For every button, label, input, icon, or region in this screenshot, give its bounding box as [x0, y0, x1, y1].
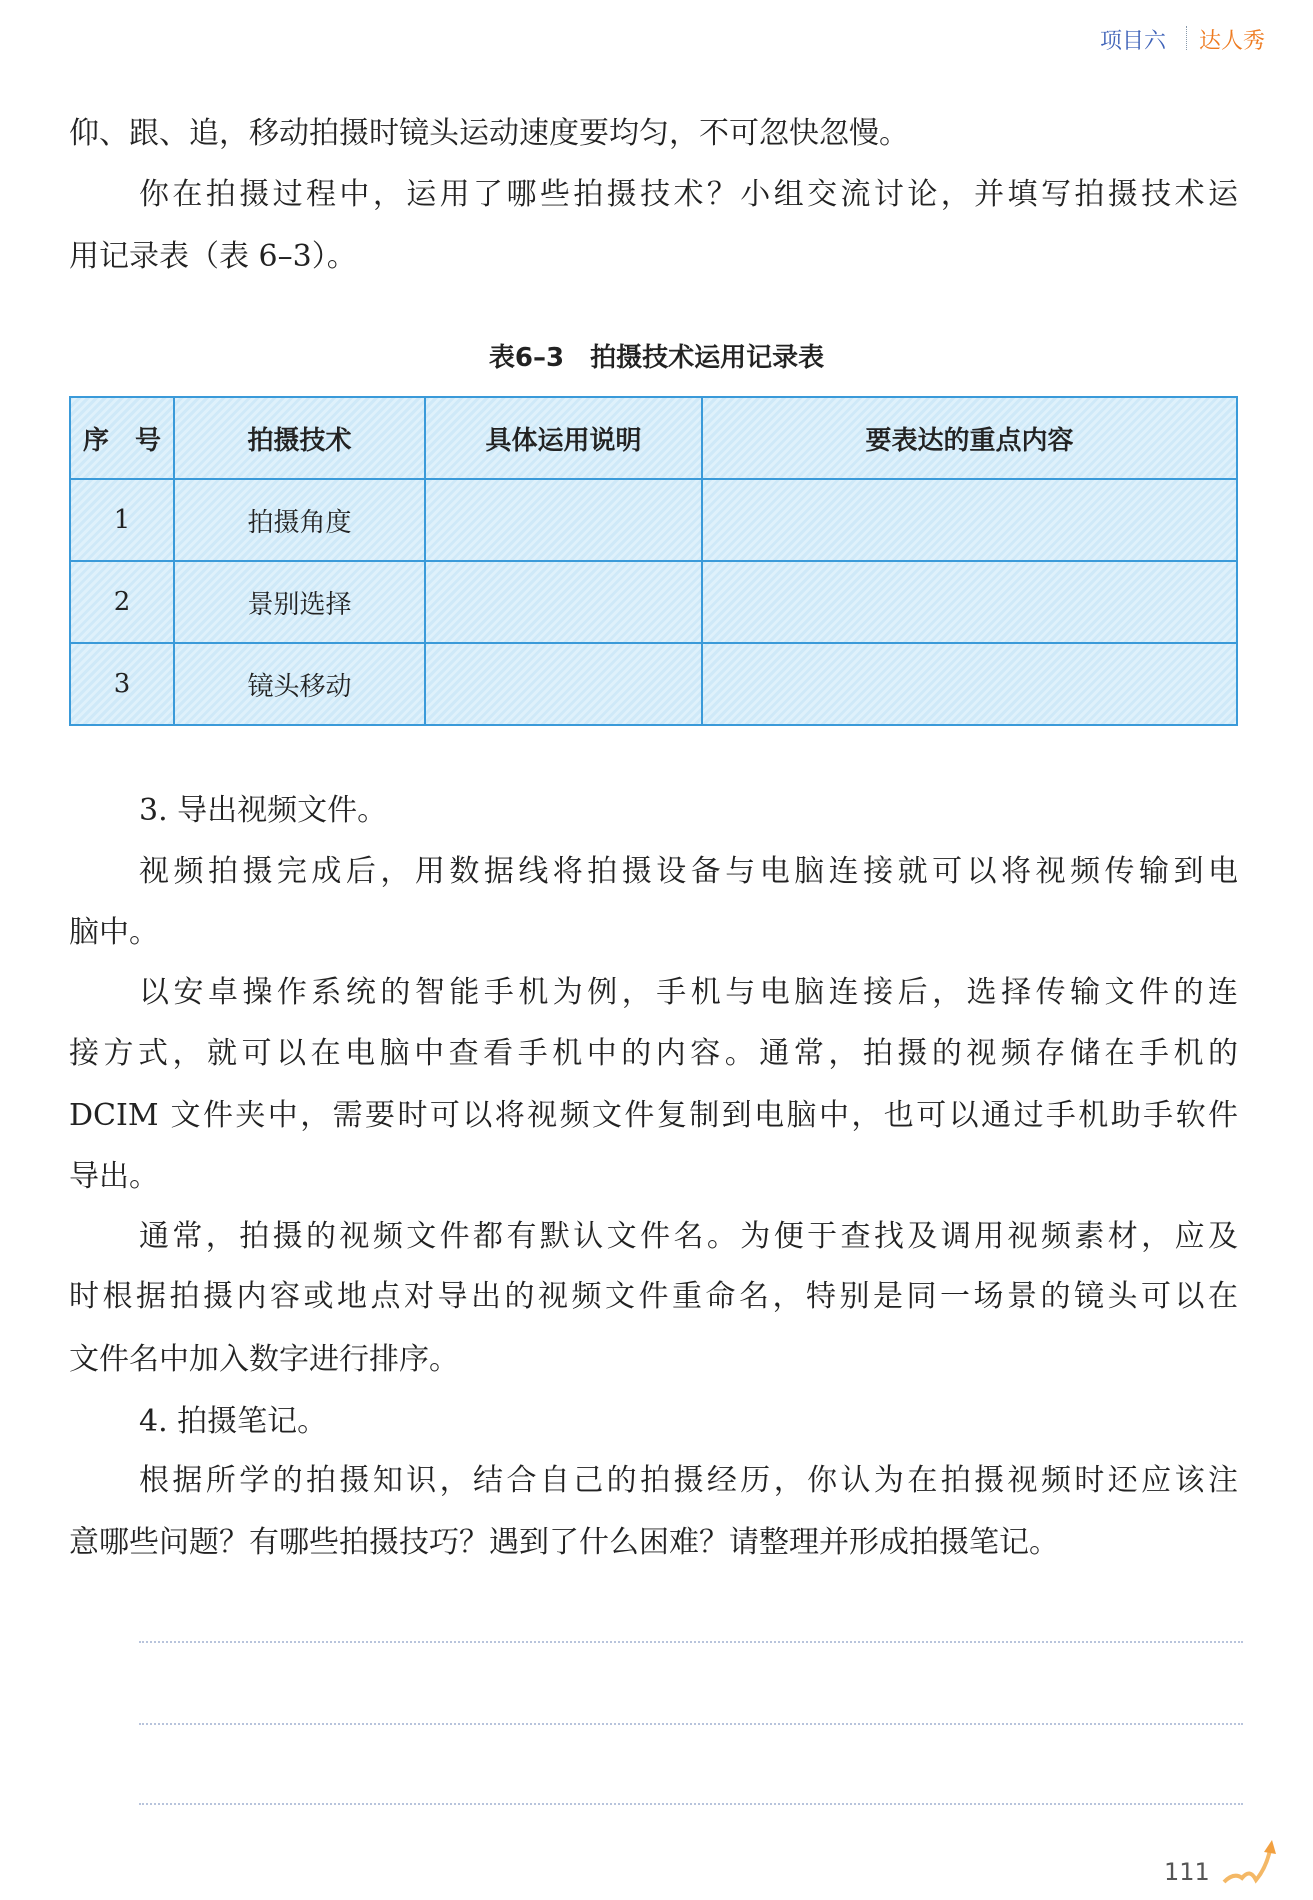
cell[interactable]	[425, 479, 702, 561]
header-divider	[1186, 26, 1187, 50]
table-caption: 表6–3 拍摄技术运用记录表	[488, 343, 825, 373]
writing-line[interactable]	[139, 1723, 1243, 1725]
text-line: 脑中。	[69, 915, 159, 950]
writing-line[interactable]	[139, 1803, 1243, 1805]
table-row	[70, 561, 1237, 643]
table-header-row	[70, 397, 1237, 479]
cell: 3	[70, 643, 174, 725]
cell: 1	[70, 479, 174, 561]
text-line: 仰、跟、追，移动拍摄时镜头运动速度要均匀，不可忽快忽慢。	[69, 116, 909, 151]
cell[interactable]	[702, 479, 1237, 561]
cell: 景别选择	[174, 561, 425, 643]
cell[interactable]	[425, 643, 702, 725]
cell: 拍摄角度	[174, 479, 425, 561]
table-row	[70, 479, 1237, 561]
text-line: 你在拍摄过程中，运用了哪些拍摄技术？小组交流讨论，并填写拍摄技术运	[139, 177, 1238, 212]
text-line: 通常，拍摄的视频文件都有默认文件名。为便于查找及调用视频素材，应及	[139, 1219, 1238, 1254]
page-number: 111	[1164, 1858, 1210, 1886]
text-line: 根据所学的拍摄知识，结合自己的拍摄经历，你认为在拍摄视频时还应该注	[139, 1463, 1238, 1498]
text-line: 导出。	[69, 1159, 159, 1194]
text-line: 文件名中加入数字进行排序。	[69, 1342, 459, 1377]
col-header: 序 号	[70, 397, 174, 479]
cell: 镜头移动	[174, 643, 425, 725]
writing-line[interactable]	[139, 1641, 1243, 1643]
col-header: 具体运用说明	[425, 397, 702, 479]
header-section: 达人秀	[1199, 29, 1266, 54]
table-row	[70, 643, 1237, 725]
text-line: 意哪些问题？有哪些拍摄技巧？遇到了什么困难？请整理并形成拍摄笔记。	[69, 1525, 1059, 1560]
text-line: 接方式，就可以在电脑中查看手机中的内容。通常，拍摄的视频存储在手机的	[69, 1036, 1238, 1071]
text-line: 时根据拍摄内容或地点对导出的视频文件重命名，特别是同一场景的镜头可以在	[69, 1279, 1238, 1314]
decorative-arrow-icon	[1220, 1838, 1280, 1888]
col-header: 拍摄技术	[174, 397, 425, 479]
section-heading: 4. 拍摄笔记。	[139, 1404, 328, 1439]
text-line: 以安卓操作系统的智能手机为例，手机与电脑连接后，选择传输文件的连	[139, 975, 1238, 1010]
section-heading: 3. 导出视频文件。	[139, 793, 388, 828]
record-table	[69, 396, 1238, 726]
col-header: 要表达的重点内容	[702, 397, 1237, 479]
text-line: DCIM 文件夹中，需要时可以将视频文件复制到电脑中，也可以通过手机助手软件	[69, 1098, 1238, 1133]
cell[interactable]	[702, 643, 1237, 725]
cell: 2	[70, 561, 174, 643]
cell[interactable]	[702, 561, 1237, 643]
cell[interactable]	[425, 561, 702, 643]
text-line: 用记录表（表 6–3）。	[69, 239, 357, 274]
text-line: 视频拍摄完成后，用数据线将拍摄设备与电脑连接就可以将视频传输到电	[139, 854, 1238, 889]
header-project: 项目六	[1100, 29, 1167, 54]
